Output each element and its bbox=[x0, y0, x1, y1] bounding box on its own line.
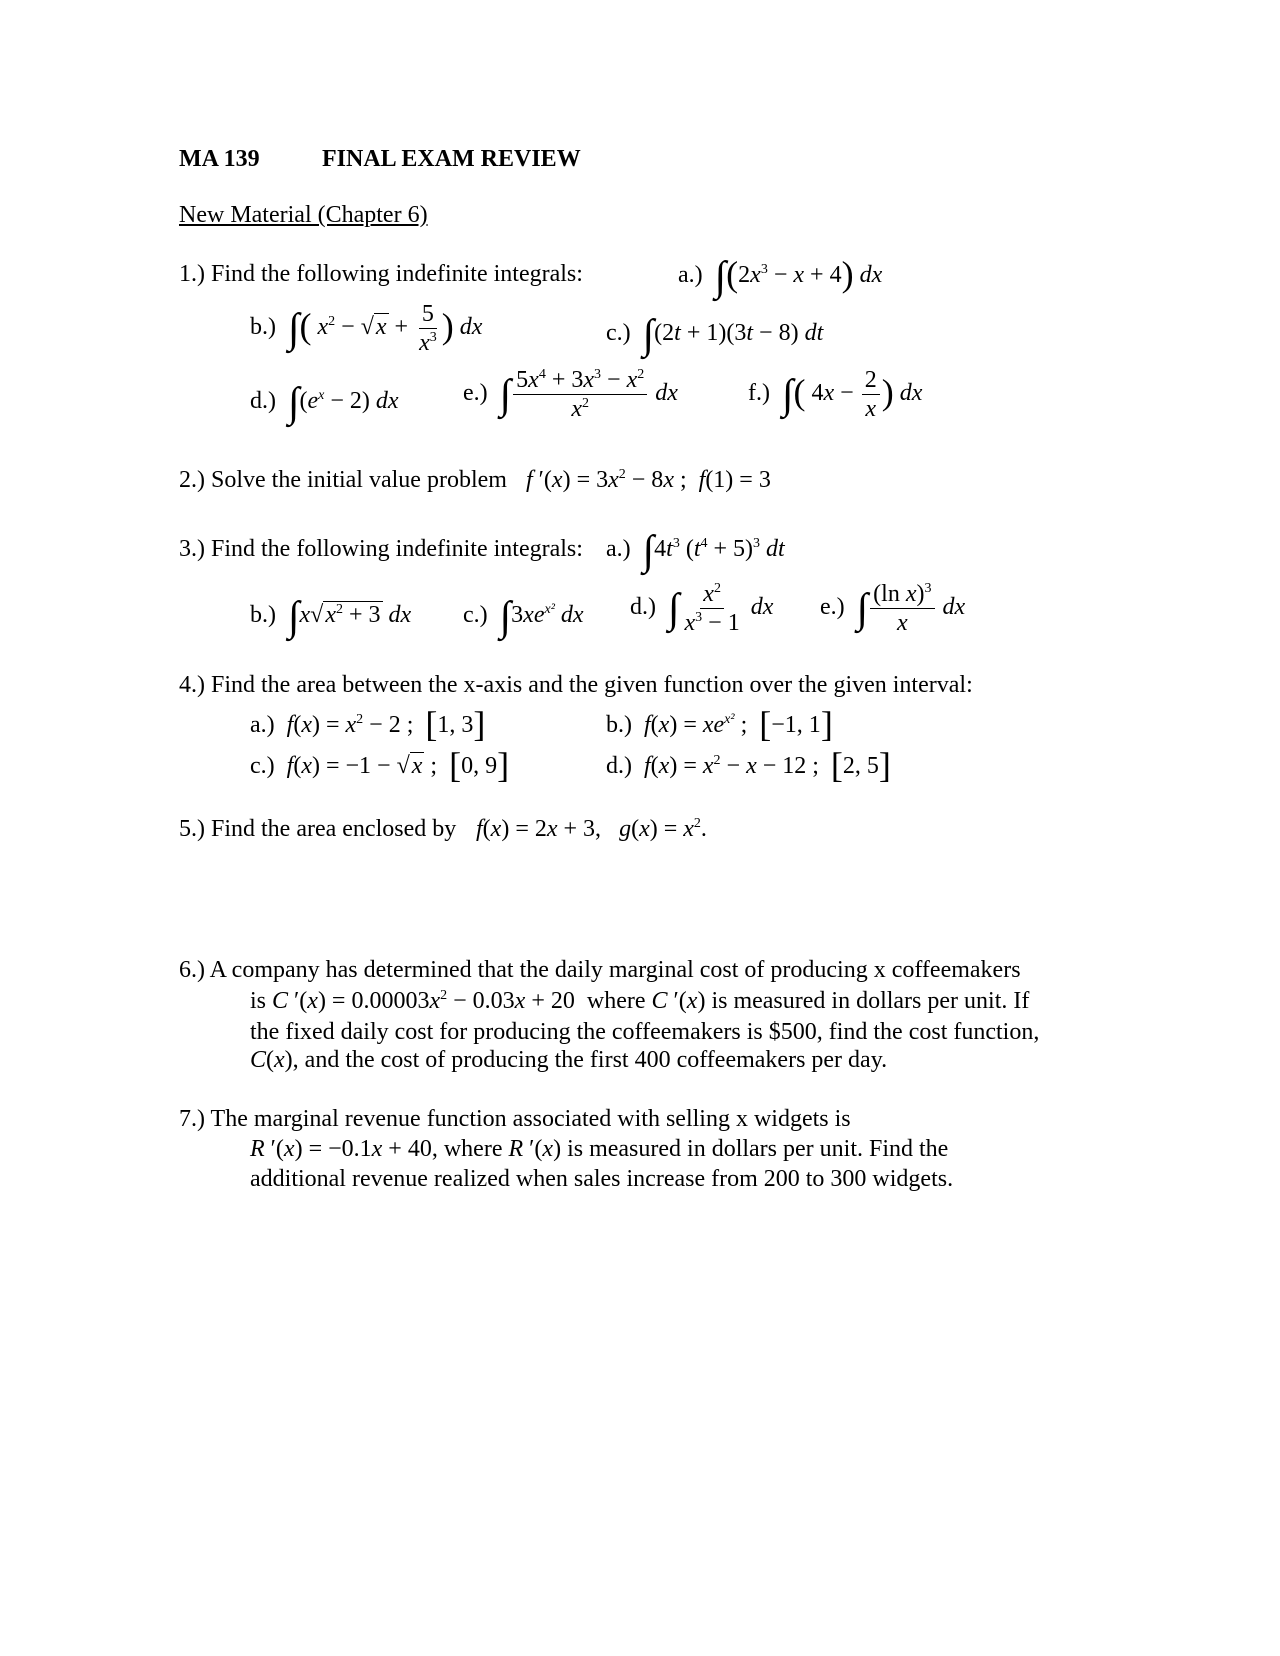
q6-line2-pre: is bbox=[250, 988, 267, 1014]
q1d-label: d.) bbox=[250, 388, 276, 414]
q6-line2-mid: where bbox=[586, 988, 646, 1014]
q3d-label: d.) bbox=[630, 594, 656, 621]
q3a: a.) $\int 4t^3$ $(t^4 + 5)^3$ dt bbox=[606, 528, 785, 574]
q1a-label: a.) bbox=[678, 262, 703, 288]
q6-line2: is C $'(x) = 0.00003x^2 - 0.03x + 20$ where C ′(x) is measured in dollars per unit. If bbox=[250, 988, 1030, 1014]
q7-line2-post: is measured in dollars per unit. Find the bbox=[567, 1136, 949, 1162]
q4a-label: a.) bbox=[250, 712, 275, 738]
q3b-label: b.) bbox=[250, 602, 276, 628]
q1-prompt: 1.) Find the following indefinite integrals: bbox=[179, 261, 583, 287]
q3e-label: e.) bbox=[820, 594, 845, 621]
q7-line1: 7.) The marginal revenue function associated with selling x widgets is bbox=[179, 1106, 851, 1132]
q4c: c.) f(x) = −1 − √x ; [0, 9] bbox=[250, 745, 510, 785]
course-number: MA 139 bbox=[179, 146, 260, 172]
q7-line2: R ′(x) = −0.1x + 40, where R ′(x) is measured in dollars per unit. Find the bbox=[250, 1136, 949, 1162]
q3c: c.) $\int 3xe^{x^2}$ dx bbox=[463, 594, 584, 640]
q3d: d.) ∫ $\frac{x^2}{x^3 - 1}$ dx bbox=[630, 581, 774, 636]
q5-prompt: 5.) Find the area enclosed by bbox=[179, 816, 457, 842]
q4d-label: d.) bbox=[606, 753, 632, 779]
page-title: FINAL EXAM REVIEW bbox=[322, 146, 581, 172]
q4b-label: b.) bbox=[606, 712, 632, 738]
q1e: e.) ∫ $\frac{5x^4 + 3x^3 - x^2}{x^2}$ dx bbox=[463, 367, 678, 422]
section-heading: New Material (Chapter 6) bbox=[179, 202, 428, 228]
q3c-label: c.) bbox=[463, 602, 488, 628]
q2-equation: f $'(x) = 3x^2 - 8x$ ; f(1) = 3 bbox=[526, 467, 771, 493]
q2-prompt: 2.) Solve the initial value problem bbox=[179, 467, 507, 493]
q7-line2-mid: , where bbox=[431, 1136, 503, 1162]
q3a-label: a.) bbox=[606, 536, 631, 562]
q4d: d.) $f(x) = x^2 - x - 12$ ; [2, 5] bbox=[606, 745, 891, 785]
q4-prompt: 4.) Find the area between the x-axis and the given function over the given interval: bbox=[179, 672, 973, 698]
q1c: c.) ∫(2t + 1)(3t − 8) dt bbox=[606, 312, 824, 358]
q4b: b.) $f(x) = xe^{x^2}$ ; [−1, 1] bbox=[606, 704, 833, 744]
q7-line3: additional revenue realized when sales increase from 200 to 300 widgets. bbox=[250, 1166, 954, 1192]
q1d: d.) $\int(e^x - 2)$ dx bbox=[250, 380, 399, 426]
q3e: e.) ∫ $\frac{(\ln x)^3}{x}$ dx bbox=[820, 581, 966, 636]
q1f-label: f.) bbox=[748, 380, 770, 407]
q4a: a.) $f(x) = x^2 - 2$ ; [1, 3] bbox=[250, 704, 486, 744]
q1b-label: b.) bbox=[250, 314, 276, 341]
q6-line2-post: is measured in dollars per unit. If bbox=[711, 988, 1030, 1014]
q1f: f.) ∫( 4x − $\frac{2}{x}$ ) dx bbox=[748, 367, 923, 422]
q1e-label: e.) bbox=[463, 380, 488, 407]
q1b: b.) ∫( $x^2 - √x$ + $\frac{5}{x^3}$ ) dx bbox=[250, 301, 483, 356]
q1a: a.) $\int(2x^3 - x + 4)$ dx bbox=[678, 254, 883, 300]
q6-line4: C(x), and the cost of producing the first 400 coffeemakers per day. bbox=[250, 1047, 888, 1073]
q1c-label: c.) bbox=[606, 320, 631, 346]
q6-line4-text: , and the cost of producing the first 400 coffeemakers per day. bbox=[292, 1047, 888, 1073]
q6-line3: the fixed daily cost for producing the coffeemakers is $500, find the cost function, bbox=[250, 1019, 1040, 1045]
q6-line1: 6.) A company has determined that the daily marginal cost of producing x coffeemakers bbox=[179, 957, 1021, 983]
q3b: b.) $\int x√x^2 + 3$ dx bbox=[250, 594, 412, 640]
q3-prompt: 3.) Find the following indefinite integrals: bbox=[179, 536, 583, 562]
q4c-label: c.) bbox=[250, 753, 275, 779]
q5-equation: f(x) = 2x + 3, $g(x) = x^2$. bbox=[476, 816, 707, 842]
